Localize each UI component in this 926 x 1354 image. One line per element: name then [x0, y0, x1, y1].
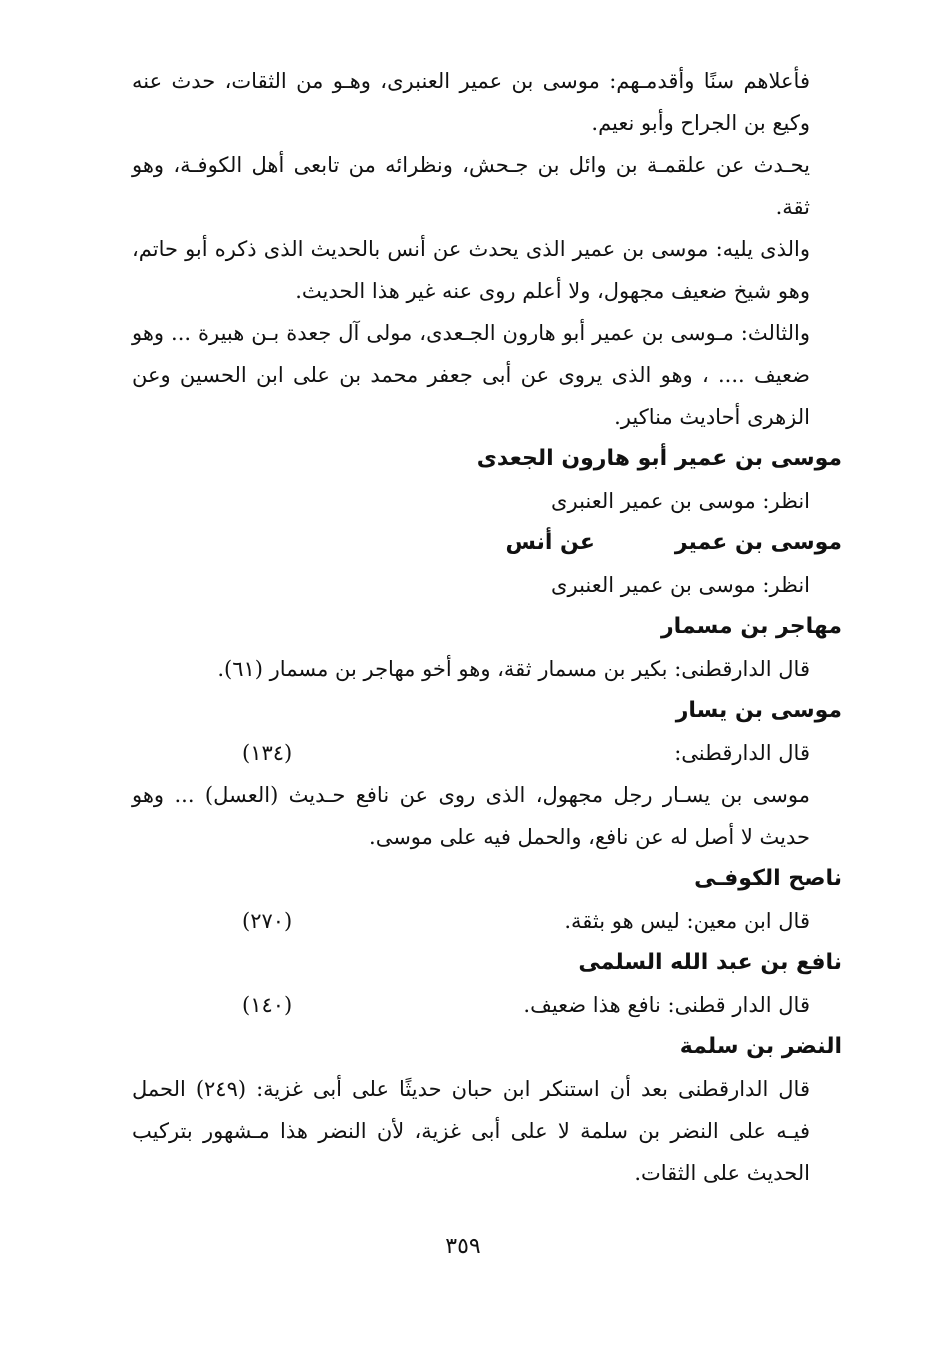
entry-heading-musa-ibn-umayr-abu-harun: موسى بن عمير أبو هارون الجعدى: [476, 446, 842, 471]
entry-text: موسى بن يسـار رجل مجهول، الذى روى عن نافع حـديث (العسل) ... وهو حديث لا أصل له عن نافع، والحمل فيه على موسى.: [132, 783, 810, 849]
entry-heading-qualifier: عن أنس: [505, 530, 595, 555]
entry-heading-musa-ibn-yasar: موسى بن يسار: [675, 698, 842, 723]
entry-citation-label: قال الدار قطنى: نافع هذا ضعيف.: [523, 993, 810, 1017]
entry-citation-line: [132, 984, 810, 1026]
entry-citation-number: (١٣٤): [242, 741, 293, 765]
entry-heading-al-nadr-ibn-salama: النضر بن سلمة: [679, 1034, 842, 1059]
entry-heading-nasih-al-kufi: ناصح الكوفـى: [694, 866, 842, 891]
entry-citation-label: قال ابن معين: ليس هو بثقة.: [564, 909, 810, 933]
entry-heading-name: موسى بن عمير: [674, 530, 842, 555]
entry-citation-number: (٢٧٠): [242, 909, 293, 933]
entry-heading-muhajir-ibn-mismar: مهاجر بن مسمار: [660, 614, 842, 639]
entry-text: قال الدارقطنى بعد أن استنكر ابن حبان حديثًا على أبى غزية: (٢٤٩) الحمل فيـه على النضر بن سلمة لا على أبى غزية، لأن النضر هذا مـشهور بتركيب الحديث على الثقات.: [132, 1077, 810, 1185]
entry-cross-reference: انظر: موسى بن عمير العنبرى: [551, 573, 810, 597]
entry-citation-line: [132, 732, 810, 774]
paragraph-1: فأعلاهم سنًا وأقدمـهم: موسى بن عمير العنبرى، وهـو من الثقات، حدث عنه وكيع بن الجراح وأبو نعيم.: [132, 69, 810, 135]
paragraph-3: والذى يليه: موسى بن عمير الذى يحدث عن أنس بالحديث الذى ذكره أبو حاتم، وهو شيخ ضعيف مجهول، ولا أعلم روى عنه غير هذا الحديث.: [132, 237, 810, 303]
entry-citation-number: (١٤٠): [242, 993, 293, 1017]
entry-citation-label: قال الدارقطنى:: [674, 741, 810, 765]
paragraph-2: يحـدث عن علقمـة بن وائل بن جـحش، ونظرائه من تابعى أهل الكوفـة، وهو ثقة.: [132, 153, 810, 219]
entry-cross-reference: انظر: موسى بن عمير العنبرى: [551, 489, 810, 513]
entry-heading-musa-ibn-umayr-an-anas: [132, 522, 842, 564]
entry-heading-nafi-ibn-abdullah: نافع بن عبد الله السلمى: [578, 950, 842, 975]
entry-citation-line: [132, 900, 810, 942]
entry-text: قال الدارقطنى: بكير بن مسمار ثقة، وهو أخو مهاجر بن مسمار (٦١).: [217, 657, 810, 681]
page-body: [132, 60, 842, 1194]
page-number: ٣٥٩: [445, 1234, 481, 1259]
paragraph-4: والثالث: مـوسى بن عمير أبو هارون الجـعدى، مولى آل جعدة بـن هبيرة ... وهو ضعيف .... ، وهو الذى يروى عن أبى جعفر محمد بن على ابن الحسين وعن الزهرى أحاديث مناكير.: [132, 321, 810, 429]
